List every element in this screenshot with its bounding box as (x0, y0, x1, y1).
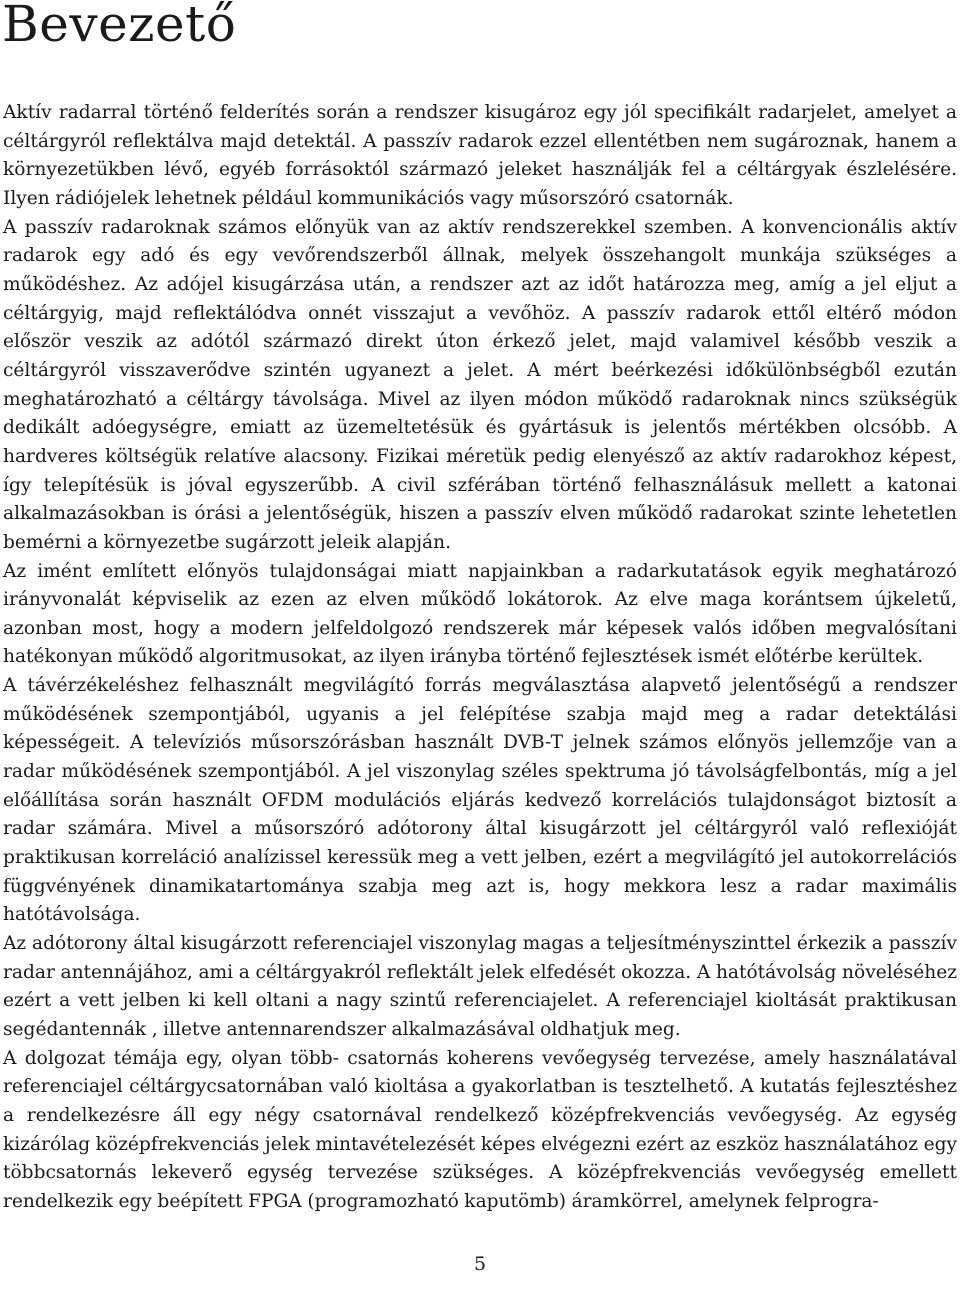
paragraph-advantages: A passzív radaroknak számos előnyük van az aktív rendszerekkel szemben. A konvencionális aktív radarok egy adó és egy vevőrendszerből állnak, melyek összehangolt munkája szükséges a működéshez. Az adójel kisugárzása után, a rendszer azt az időt határozza meg, amíg a jel eljut a céltárgyig, majd reflektálódva onnét visszajut a vevőhöz. A passzív radarok ettől eltérő módon először veszik az adótól származó direkt úton érkező jelet, majd valamivel később veszik a céltárgyról visszaverődve szintén ugyanezt a jelet. A mért beérkezési időkülönbségből ezután meghatározható a céltárgy távolsága. Mivel az ilyen módon működő radaroknak nincs szükségük dedikált adóegységre, emiatt az üzemeltetésük és gyártásuk is jelentős mértékben olcsóbb. A hardveres költségük relatíve alacsony. Fizikai méretük pedig elenyésző az aktív radarokhoz képest, így telepítésük is jóval egyszerűbb. A civil szférában történő felhasználásuk mellett a katonai alkalmazásokban is órási a jelentőségük, hiszen a passzív elven működő radarokat szinte lehetetlen bemérni a környezetbe sugárzott jeleik alapján. (3, 216, 957, 553)
paragraph-reference-signal: Az adótorony által kisugárzott referenciajel viszonylag magas a teljesítményszinttel érkezik a passzív radar antennájához, ami a céltárgyakról reflektált jelek elfedését okozza. A hatótávolság növeléséhez ezért a vett jelben ki kell oltani a nagy szintű referenciajelet. A referenciajel kioltását praktikusan segédantennák , illetve antennarendszer alkalmazásával oldhatjuk meg. (3, 933, 957, 1040)
page-number: 5 (473, 1253, 487, 1275)
chapter-title: Bevezető (2, 0, 237, 53)
paragraph-illuminator: A távérzékeléshez felhasznált megvilágító forrás megválasztása alapvető jelentőségű a rendszer működésének szempontjából, ugyanis a jel felépítése szabja majd meg a radar detektálási képességeit. A televíziós műsorszórásban használt DVB-T jelnek számos előnyös jellemzője van a radar működésének szempontjából. A jel viszonylag széles spektruma jó távolságfelbontás, míg a jel előállítása során használt OFDM modulációs eljárás kedvező korrelációs tulajdonságot biztosít a radar számára. Mivel a műsorszóró adótorony által kisugárzott jel céltárgyról való reflexióját praktikusan korreláció analízissel keressük meg a vett jelben, ezért a megvilágító jel autokorrelációs függvényének dinamikatartománya szabja meg azt is, hogy mekkora lesz a radar maximális hatótávolsága. (3, 675, 957, 926)
paragraph-intro: Aktív radarral történő felderítés során a rendszer kisugároz egy jól specifikált radarjelet, amelyet a céltárgyról reflektálva majd detektál. A passzív radarok ezzel ellentétben nem sugároznak, hanem a környezetükben lévő, egyéb forrásoktól származó jeleket használják fel a céltárgyak észlelésére. Ilyen rádiójelek lehetnek például kommunikációs vagy műsorszóró csatornák. (3, 102, 957, 209)
body-text (3, 99, 957, 1217)
paragraph-research-direction: Az imént említett előnyös tulajdonságai miatt napjainkban a radarkutatások egyik meghatározó irányvonalát képviselik az ezen az elven működő lokátorok. Az elve maga korántsem újkeletű, azonban most, hogy a modern jelfeldolgozó rendszerek már képesek valós időben megvalósítani hatékonyan működő algoritmusokat, az ilyen irányba történő fejlesztések ismét előtérbe kerültek. (3, 560, 957, 668)
paragraph-thesis-topic: A dolgozat témája egy, olyan több- csatornás koherens vevőegység tervezése, amely használatával referenciajel céltárgycsatornában való kioltása a gyakorlatban is tesztelhető. A kutatás fejlesztéshez a rendelkezésre áll egy négy csatornával rendelkező középfrekvenciás vevőegység. Az egység kizárólag középfrekvenciás jelek mintavételezését képes elvégezni ezért az eszköz használatához egy többcsatornás lekeverő egység tervezése szükséges. A középfrekvenciás vevőegység emellett rendelkezik egy beépített FPGA (programozható kaputömb) áramkörrel, amelynek felprogra- (3, 1047, 957, 1212)
